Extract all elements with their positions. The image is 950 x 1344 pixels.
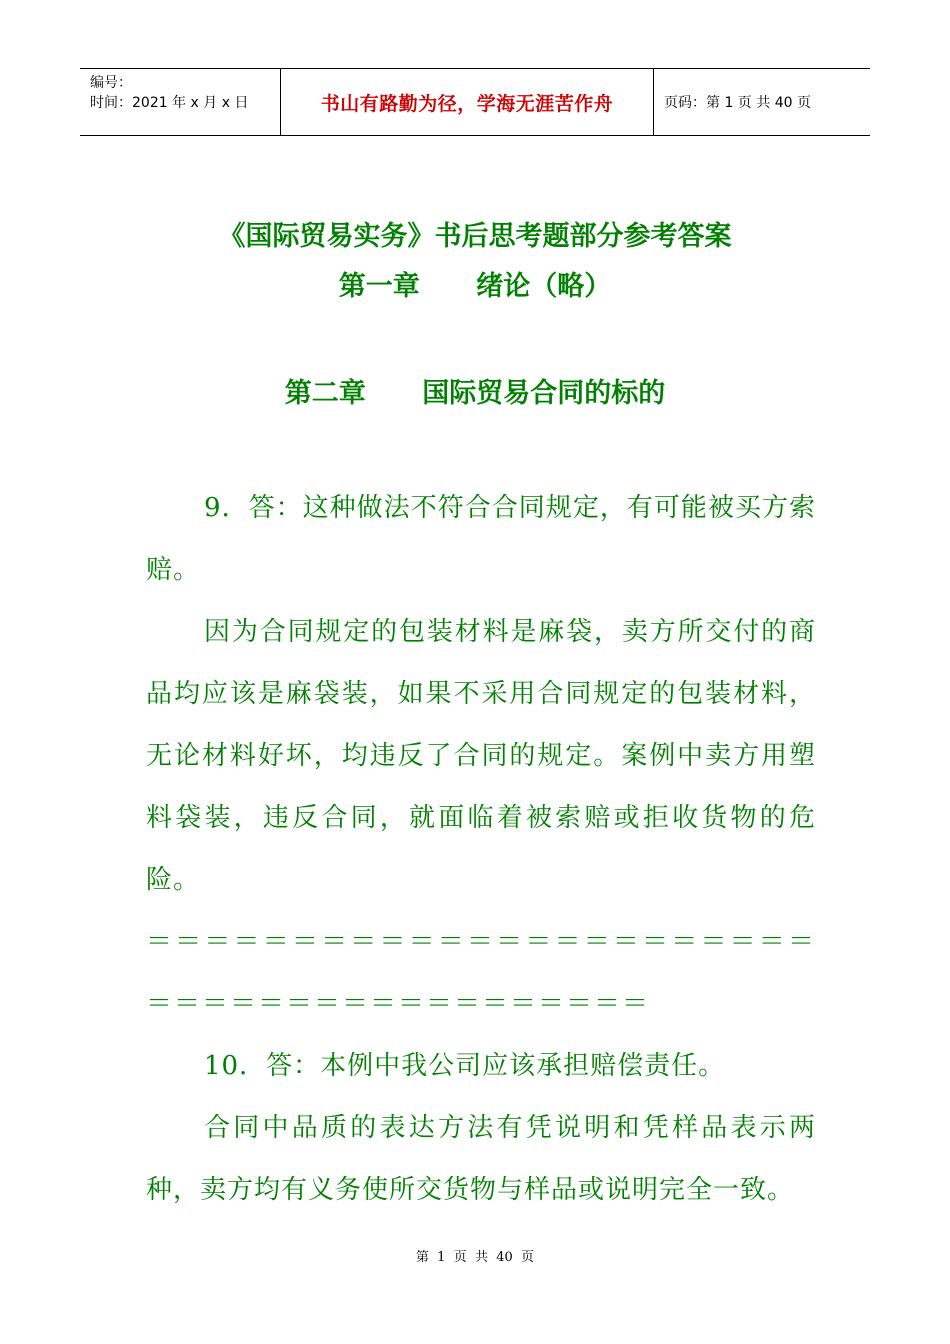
date-line: 时间：2021 年 x 月 x 日 — [90, 95, 249, 111]
answer-10: 10．答：本例中我公司应该承担赔偿责任。 — [204, 1051, 726, 1081]
document-body — [146, 477, 816, 1221]
serial-label: 编号： — [90, 75, 132, 91]
separator-line: ＝＝＝＝＝＝＝＝＝＝＝＝＝＝＝＝＝＝＝＝＝＝＝＝＝＝＝＝＝＝＝＝＝＝＝＝＝＝＝＝＝ — [146, 927, 816, 1019]
answer-9: 9．答：这种做法不符合合同规定，有可能被买方索赔。 — [146, 493, 816, 585]
chapter-one-heading: 第一章 绪论（略） — [338, 271, 612, 302]
page-header — [80, 68, 870, 136]
page-footer: 第 1 页 共 40 页 — [415, 1250, 535, 1265]
header-motto: 书山有路勤为径，学海无涯苦作舟 — [281, 69, 654, 135]
header-meta — [80, 69, 281, 135]
answer-9-explanation: 因为合同规定的包装材料是麻袋，卖方所交付的商品均应该是麻袋装，如果不采用合同规定的包装材料，无论材料好坏，均违反了合同的规定。案例中卖方用塑料袋装，违反合同，就面临着被索赔或拒收货物的危险。 — [146, 617, 816, 895]
header-page-info: 页码：第 1 页 共 40 页 — [664, 95, 811, 111]
answer-10-explanation: 合同中品质的表达方法有凭说明和凭样品表示两种，卖方均有义务使所交货物与样品或说明完全一致。 — [146, 1113, 816, 1205]
chapter-two-heading: 第二章 国际贸易合同的标的 — [284, 378, 666, 409]
document-title: 《国际贸易实务》书后思考题部分参考答案 — [218, 221, 732, 252]
